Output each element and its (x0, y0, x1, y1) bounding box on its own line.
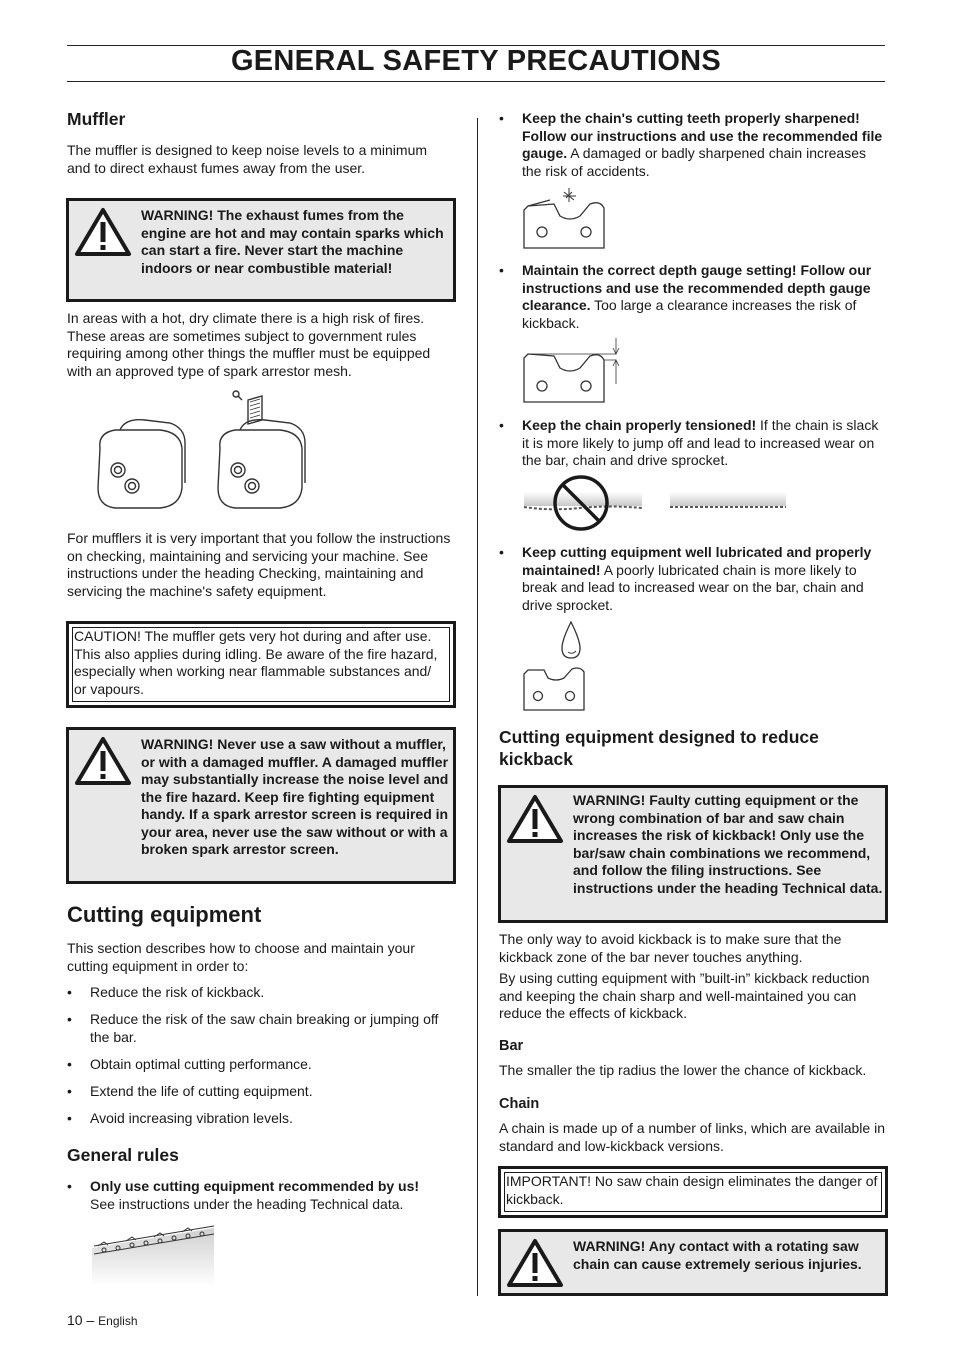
body-text: A damaged or badly sharpened chain increases the risk of accidents. (522, 145, 866, 179)
depth-gauge-illustration (520, 336, 630, 408)
footer-language: English (98, 1314, 138, 1328)
chain-illustration (92, 1218, 217, 1286)
sharpened-tooth-illustration (520, 186, 610, 254)
warning-triangle-icon (506, 1238, 564, 1288)
warning-box-exhaust (66, 198, 456, 302)
kickback-heading: Cutting equipment designed to reduce kickback (499, 727, 819, 769)
list-item-text: Reduce the risk of kickback. (90, 984, 265, 1000)
chain-tension-illustration (520, 474, 790, 534)
bold-text: Maintain the correct depth gauge setting! Follow our instructions and use the recommended depth gauge clearance. (522, 262, 872, 313)
bullet-icon: • (67, 1083, 72, 1099)
warning-text-muffler: WARNING! Never use a saw without a muffler, or with a damaged muffler. A damaged muffler may substantially increase the noise level and the fire hazard. Keep fire fighting equipment handy. If a spark arrestor screen is required in your area, never use the saw without or with a broken spark arrestor screen. (141, 736, 449, 857)
list-item-text: Extend the life of cutting equipment. (90, 1083, 313, 1099)
bullet-icon: • (67, 984, 72, 1000)
warning-box-kickback (498, 785, 888, 923)
list-item-text (522, 110, 886, 180)
bold-text: Keep cutting equipment well lubricated and properly maintained! (522, 544, 872, 578)
warning-box-rotating-chain (498, 1229, 888, 1296)
important-text: IMPORTANT! No saw chain design eliminates the danger of kickback. (506, 1173, 878, 1207)
chain-heading: Chain (499, 1096, 540, 1112)
bold-text: Keep the chain's cutting teeth properly sharpened! Follow our instructions and use the recommended file gauge. (522, 110, 883, 161)
warning-text-rotating-chain: WARNING! Any contact with a rotating saw chain can cause extremely serious injuries. (573, 1238, 862, 1272)
bullet-icon: • (67, 1178, 72, 1194)
by-using-text: By using cutting equipment with ”built-in” kickback reduction and keeping the chain sharp and well-maintained you can reduce the effects of kickback. (499, 970, 870, 1021)
rule-text: See instructions under the heading Technical data. (90, 1195, 404, 1212)
bullet-icon: • (499, 262, 504, 278)
muffler-heading: Muffler (67, 109, 126, 129)
bar-text: The smaller the tip radius the lower the chance of kickback. (499, 1062, 867, 1078)
list-item-text (522, 417, 886, 470)
rule-bold-text: Only use cutting equipment recommended by us! (90, 1178, 420, 1194)
general-rules-heading: General rules (67, 1145, 179, 1165)
cutting-equipment-heading: Cutting equipment (67, 902, 262, 927)
only-way-text: The only way to avoid kickback is to make sure that the kickback zone of the bar never touches anything. (499, 931, 842, 965)
chain-text: A chain is made up of a number of links, which are available in standard and low-kickback versions. (499, 1120, 885, 1154)
warning-box-muffler (66, 727, 456, 884)
bullet-icon: • (67, 1110, 72, 1126)
list-item-text (522, 544, 886, 614)
body-text: If the chain is slack it is more likely to jump off and lead to increased wear on the bar, chain and drive sprocket. (522, 417, 879, 468)
warning-text-exhaust: WARNING! The exhaust fumes from the engine are hot and may contain sparks which can start a fire. Never start the machine indoors or near combustible material! (141, 207, 444, 276)
dry-climate-text: In areas with a hot, dry climate there is a high risk of fires. These areas are sometimes subject to government rules requiring among other things the muffler must be equipped with an approved type of spark arrestor mesh. (67, 310, 431, 379)
bold-text: Keep the chain properly tensioned! (522, 417, 757, 433)
bar-heading: Bar (499, 1038, 524, 1054)
muffler-intro: The muffler is designed to keep noise levels to a minimum and to direct exhaust fumes away from the user. (67, 142, 428, 176)
list-item-text (522, 262, 886, 332)
warning-triangle-icon (74, 207, 132, 257)
body-text: Too large a clearance increases the risk of kickback. (522, 297, 857, 331)
bullet-icon: • (499, 417, 504, 433)
cutting-intro: This section describes how to choose and maintain your cutting equipment in order to: (67, 940, 415, 974)
muffler-illustration (90, 388, 310, 518)
body-text: A poorly lubricated chain is more likely to break and lead to increased wear on the bar, chain and drive sprocket. (522, 561, 864, 613)
bullet-icon: • (499, 110, 504, 126)
bullet-icon: • (67, 1011, 72, 1027)
page-footer (67, 1312, 138, 1328)
warning-triangle-icon (74, 736, 132, 786)
mufflers-follow-text: For mufflers it is very important that you follow the instructions on checking, maintaining and servicing your machine. See instructions under the heading Checking, maintaining and servicing the machine's safety equipment. (67, 530, 451, 599)
lubrication-illustration (520, 618, 600, 716)
list-item-text: Reduce the risk of the saw chain breaking or jumping off the bar. (90, 1011, 439, 1045)
important-box (498, 1166, 888, 1218)
list-item-text: Obtain optimal cutting performance. (90, 1056, 312, 1072)
header-bottom-rule (67, 81, 885, 82)
list-item-text: Avoid increasing vibration levels. (90, 1110, 293, 1126)
bullet-icon: • (67, 1056, 72, 1072)
caution-text: CAUTION! The muffler gets very hot during and after use. This also applies during idling. Be aware of the fire hazard, especially when working near flammable substances and/ or vapours. (74, 628, 438, 697)
warning-text-kickback: WARNING! Faulty cutting equipment or the wrong combination of bar and saw chain increases the risk of kickback! Only use the bar/saw chain combinations we recommend, and follow the filing instructions. See instructions under the heading Technical data. (573, 792, 883, 896)
column-divider (477, 118, 478, 1296)
warning-triangle-icon (506, 794, 564, 844)
caution-box (66, 621, 456, 708)
page-title: GENERAL SAFETY PRECAUTIONS (230, 45, 722, 77)
bullet-icon: • (499, 544, 504, 560)
list-item-text (90, 1178, 452, 1213)
page-number: 10 – (67, 1312, 95, 1328)
